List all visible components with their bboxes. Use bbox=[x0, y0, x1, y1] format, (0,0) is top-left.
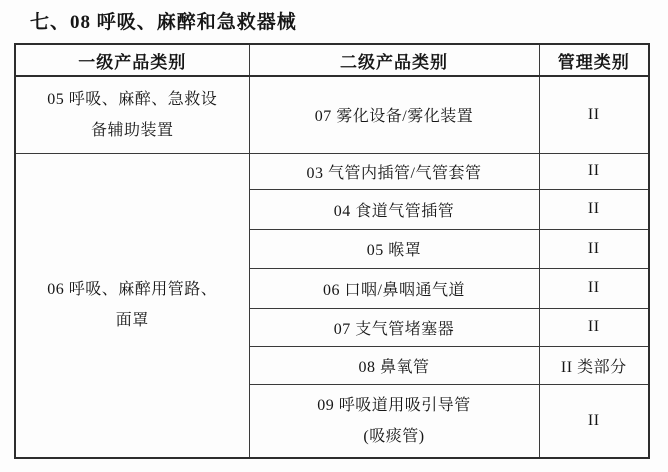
header-row bbox=[15, 44, 649, 76]
level2-category-cell: 05 喉罩 bbox=[249, 229, 539, 268]
cell-line: 备辅助装置 bbox=[90, 121, 174, 139]
management-class-cell: II bbox=[539, 308, 649, 346]
management-class-cell: II 类部分 bbox=[539, 346, 649, 384]
management-class-cell: II bbox=[539, 384, 649, 458]
management-class-cell: II bbox=[539, 189, 649, 229]
level2-category-cell: 07 雾化设备/雾化装置 bbox=[249, 76, 539, 153]
level2-category-cell: 06 口咽/鼻咽通气道 bbox=[249, 268, 539, 308]
table-row bbox=[15, 76, 649, 153]
management-class-cell: II bbox=[539, 229, 649, 268]
level2-category-cell: 03 气管内插管/气管套管 bbox=[249, 153, 539, 189]
management-class-cell: II bbox=[539, 268, 649, 308]
level2-category-cell bbox=[249, 384, 539, 458]
management-class-cell: II bbox=[539, 153, 649, 189]
header-level1-category: 一级产品类别 bbox=[15, 44, 249, 76]
management-class-cell: II bbox=[539, 76, 649, 153]
level2-category-cell: 08 鼻氧管 bbox=[249, 346, 539, 384]
cell-line: 05 呼吸、麻醉、急救设 bbox=[47, 90, 218, 108]
page-title: 七、08 呼吸、麻醉和急救器械 bbox=[30, 12, 297, 33]
product-category-table bbox=[14, 43, 650, 459]
level2-category-cell: 04 食道气管插管 bbox=[249, 189, 539, 229]
cell-line: (吸痰管) bbox=[363, 427, 425, 445]
header-management-class: 管理类别 bbox=[539, 44, 649, 76]
level2-category-cell: 07 支气管堵塞器 bbox=[249, 308, 539, 346]
table-row bbox=[15, 153, 649, 189]
level1-category-cell bbox=[15, 153, 249, 458]
cell-line: 09 呼吸道用吸引导管 bbox=[317, 396, 471, 414]
level1-category-cell bbox=[15, 76, 249, 153]
cell-line: 06 呼吸、麻醉用管路、 bbox=[47, 281, 218, 299]
header-level2-category: 二级产品类别 bbox=[249, 44, 539, 76]
cell-line: 面罩 bbox=[115, 312, 149, 330]
